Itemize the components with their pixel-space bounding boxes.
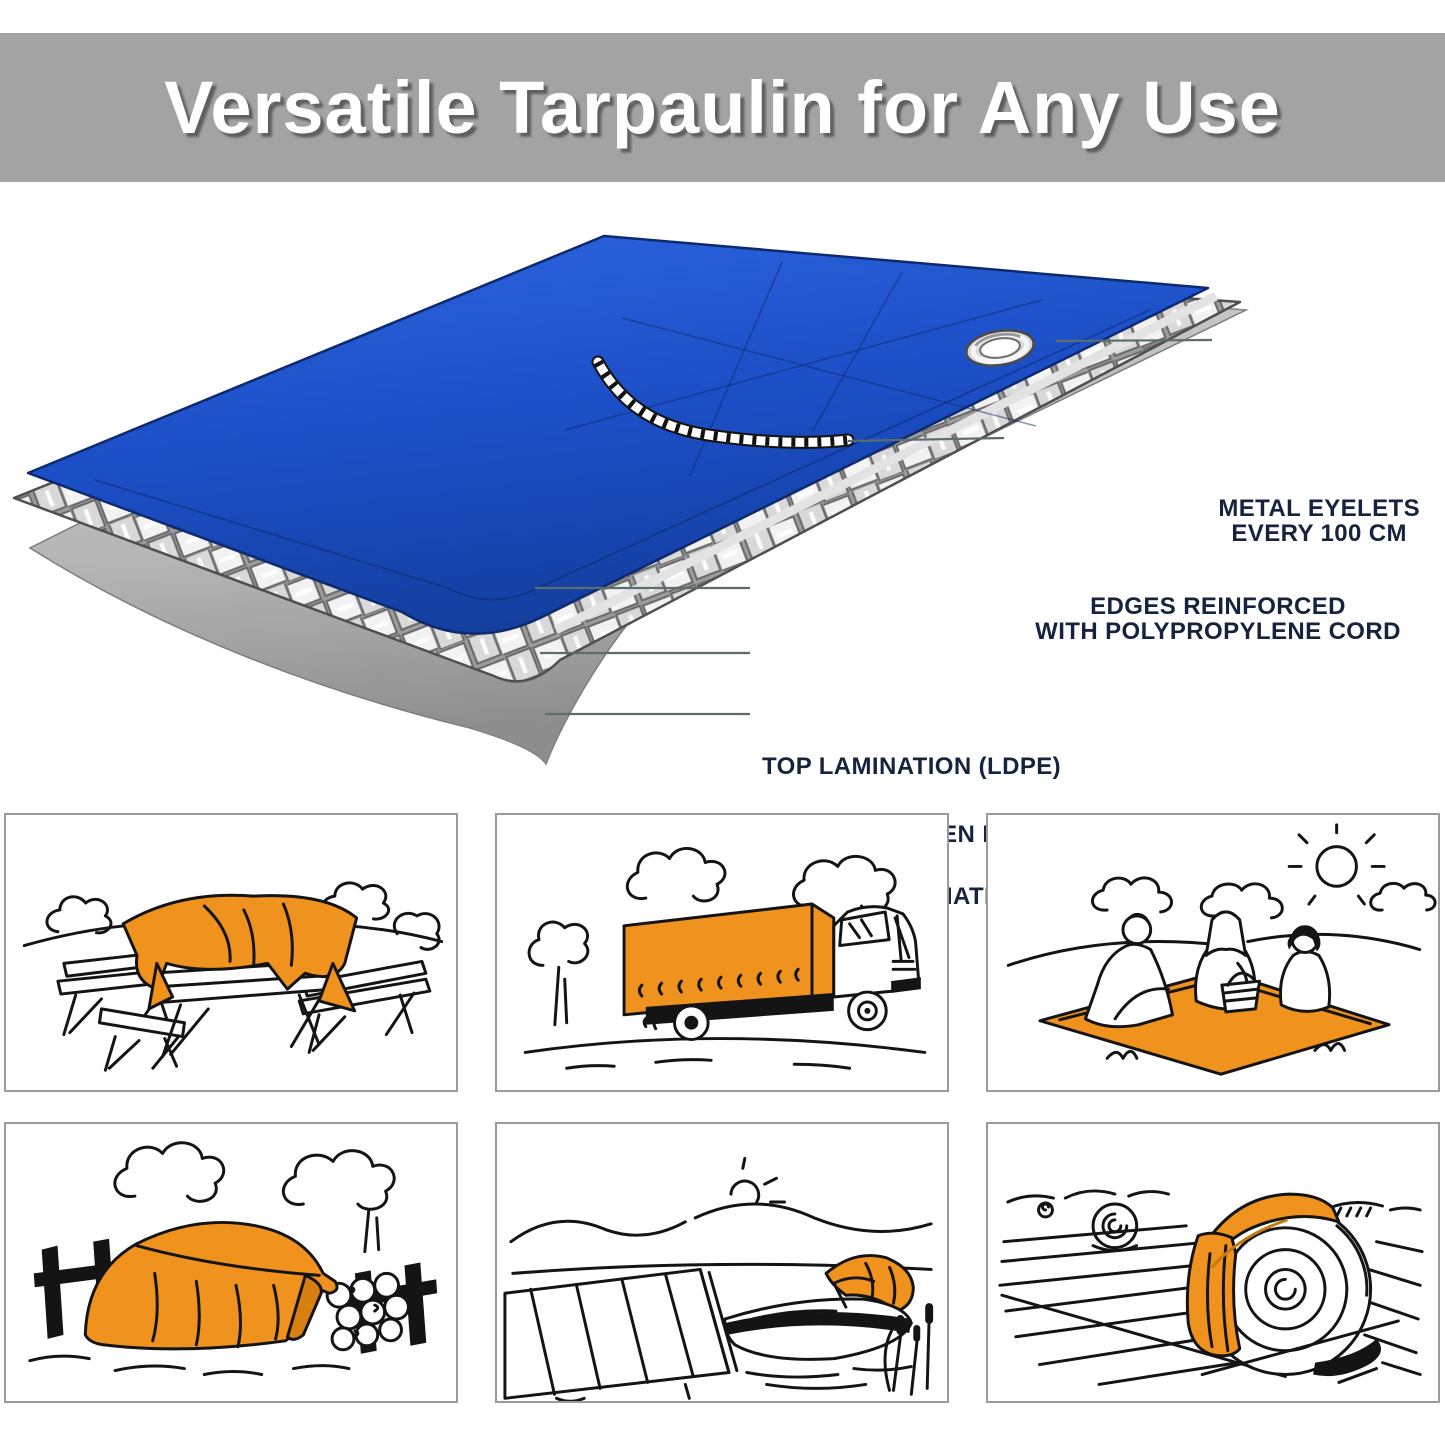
panel-truck-cover — [495, 813, 949, 1092]
callout-text: EDGES REINFORCED — [1090, 593, 1346, 620]
callout-text: METAL EYELETS — [1218, 495, 1420, 522]
callout-text: WITH POLYPROPYLENE CORD — [1035, 618, 1401, 645]
panel-hay-bale-cover — [986, 1122, 1440, 1403]
woodpile-cover-illustration — [6, 1124, 456, 1401]
leader-line — [1056, 340, 1212, 341]
callout-top-lamination: TOP LAMINATION (LDPE) — [762, 753, 1062, 780]
garden-furniture-cover-illustration — [6, 815, 456, 1090]
callout-text: EVERY 100 CM — [1231, 520, 1407, 547]
header-band — [0, 33, 1445, 182]
boat-cover-illustration — [497, 1124, 947, 1401]
truck-cargo-cover-illustration — [497, 815, 947, 1090]
tarpaulin-diagram — [0, 182, 1445, 910]
callout-metal-eyelets — [1218, 496, 1420, 546]
picnic-blanket-illustration — [988, 815, 1438, 1090]
hay-bale-cover-illustration — [988, 1124, 1438, 1401]
callout-edges-reinforced — [1020, 594, 1416, 644]
panel-garden-furniture — [4, 813, 458, 1092]
page-title: Versatile Tarpaulin for Any Use — [164, 66, 1281, 149]
panel-woodpile-cover — [4, 1122, 458, 1403]
panel-picnic-blanket — [986, 813, 1440, 1092]
panel-boat-cover — [495, 1122, 949, 1403]
callout-bottom-lamination: LAMINATION — [875, 883, 1028, 910]
